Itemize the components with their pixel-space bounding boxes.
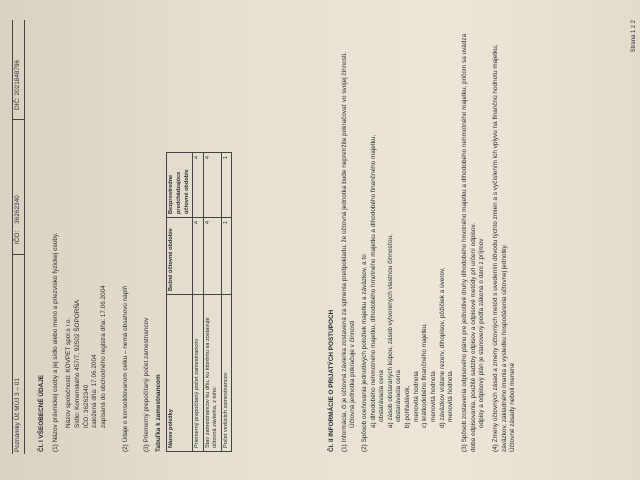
section1	[38, 22, 232, 452]
table-row	[221, 153, 232, 452]
table-cell: 1	[221, 153, 232, 218]
section2-p2e-answer: menovitá hodnota	[447, 371, 455, 422]
section2-p1: (1) Informácia, či je účtovná závierka zostavená za splnenia predpokladu, že účtovná jednotka bude nepretržite pokračovať vo svojej činnosti.	[340, 52, 348, 452]
employees-table	[166, 152, 232, 452]
company-name: Názov spoločnosti: KOVPET spol.s r.o.	[65, 317, 73, 428]
form-label: Poznámky Úč MÚJ 3 – 01	[14, 378, 21, 452]
section2	[328, 22, 518, 452]
table-cell: Stav zamestnancov ku dňu, ku ktorému sa zostavuje účtovná závierka, z toho:	[203, 295, 221, 452]
table-row	[193, 153, 204, 452]
ico-header	[14, 195, 23, 244]
section2-p2d: c) krátkodobého finančného majetku,	[421, 323, 429, 428]
company-ico: IČO: 36262340	[82, 384, 90, 428]
table-header-cell: Bežné účtovné obdobie	[167, 218, 193, 295]
section2-p2e: d) záväzkov vrátane rezerv, dlhopisov, pôžičiek a úverov,	[438, 267, 446, 428]
section1-q2: (2) Údaje o konsolidovanom celku – nemá obsahovú náplň	[122, 285, 130, 452]
ico-value: 36262340	[14, 195, 21, 224]
table-cell: 4	[193, 153, 204, 218]
registered-date: zapísaná do obchodného registra dňa: 17.06.2004	[99, 285, 107, 428]
section1-title: Čl. I VŠEOBECNÉ ÚDAJE	[38, 374, 45, 452]
section2-p4-answer: Účtovné zásady neboli menené	[509, 362, 517, 452]
section2-p4: (4) Zmeny účtovných zásad a zmeny účtovných metód s uvedením dôvodu týchto zmien a s vyčíslením ich vplyvu na finančnú hodnotu majetku, záväzkov, základného imania a výsledku hospodárenia účtovnej jednotky.	[491, 44, 508, 452]
dic-value: DIČ: 2021848796	[14, 59, 21, 110]
table-cell: 1	[221, 218, 232, 295]
section2-p2a: a) dlhodobého nehmotného majetku, dlhodobého hmotného majetku a dlhodobého finančného majetku,	[369, 134, 377, 428]
document-page	[0, 20, 640, 460]
section2-p2b-answer: obstarávacia cena	[395, 370, 403, 422]
table-cell: Počet vedúcich zamestnancov	[221, 295, 232, 452]
section2-p3-answer: odpisy a odpisový plán je stanovený podľa zákona o dani z príjmov	[478, 238, 486, 428]
header-top-rule	[12, 20, 13, 454]
table-cell: Priemerný prepočítaný počet zamestnancov	[193, 295, 204, 452]
table-header-cell: Názov položky	[167, 295, 193, 452]
table-cell: 4	[203, 218, 221, 295]
section1-q3: (3) Priemerný prepočítaný počet zamestnancov	[143, 317, 151, 452]
ico-label: IČO:	[14, 230, 21, 244]
section2-p1-answer: Účtovná jednotka pokračuje v činnosti	[349, 320, 357, 428]
section2-p2d-answer: menovitá hodnota	[430, 371, 438, 422]
section2-p3: (3) Spôsob zostavenia odpisového plánu pre jednotlivé druhy dlhodobého hmotného majetku a dlhodobého nehmotného majetku, pričom sa uvádza doba odpisovania, použité sadzby odpisov a odpisové metódy pri určení odpisov.	[460, 33, 477, 452]
header-separator	[12, 119, 24, 120]
table-title: Tabuľka k zamestnancom	[154, 374, 162, 452]
header-separator	[12, 254, 24, 255]
table-cell: 4	[193, 218, 204, 295]
section2-p2c: b) pohľadávok,	[404, 385, 412, 428]
table-header-cell: Bezprostredne predchádzajúce účtovné obdobie	[167, 153, 193, 218]
section2-p2b: a) zásob obstaraných kúpou, zásob vytvorených vlastnou činnosťou,	[386, 234, 394, 428]
header-bottom-rule	[24, 20, 25, 454]
company-seat: Sídlo: Komenského 457/7, 92502 ŠOPORŇA	[73, 299, 81, 428]
section2-p2: (2) Spôsob oceňovania jednotlivých položiek majetku a záväzkov, a to	[360, 254, 368, 452]
section1-q1: (1) Názov právnickej osoby a jej sídlo alebo meno a priezvisko fyzickej osoby.	[51, 232, 59, 452]
section2-p2c-answer: menovitá hodnota	[412, 371, 420, 422]
section2-title: Čl. II INFORMÁCIE O PRIJATÝCH POSTUPOCH	[328, 309, 335, 452]
section2-p2a-answer: obstarávacia cena	[378, 370, 386, 422]
founded-date: založená dňa: 17.06.2004	[91, 354, 99, 428]
table-row	[203, 153, 221, 452]
table-header-row	[167, 153, 193, 452]
table-cell: 4	[203, 153, 221, 218]
page-number: Strana 1 z 2	[631, 20, 637, 53]
